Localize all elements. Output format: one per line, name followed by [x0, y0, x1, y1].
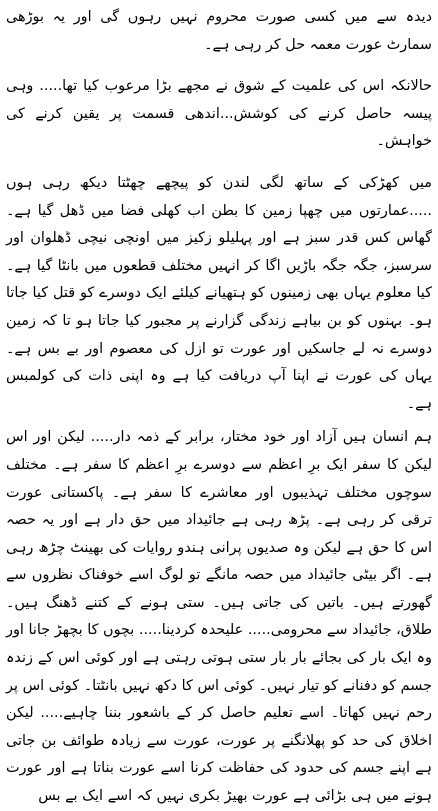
paragraph-4: ہم انسان ہیں آزاد اور خود مختار، برابر کے ذمہ دار..... لیکن اور اس لیکن کا سفر ایک برِ اعظم سے دوسرے برِ اعظم کا سفر ہے۔ مختلف سوچوں مختلف تہذیبوں اور معاشرے کا سفر ہے۔ پاکستانی عورت ترقی کر رہی ہے۔ پڑھ رہی ہے جائیداد میں حق دار ہے اور یہ حصہ اس کا حق ہے لیکن وہ صدیوں پرانی ہندو روایات کی بھینٹ چڑھ رہی ہے۔ اگر بیٹی جائیداد میں حصہ مانگے تو لوگ اسے خوفناک نظروں سے گھورتے ہیں۔ باتیں کی جاتی ہیں۔ ستی ہونے کے کتنے ڈھنگ ہیں۔ طلاق، جائیداد سے محرومی..... علیحدہ کردینا..... بچوں کا بچھڑ جانا اور وہ ایک بار کی بجائے بار بار ستی ہوتی رہتی ہے اور کوئی اس کے زندہ جسم کو دفنانے کو تیار نہیں۔ کوئی اس کا دکھ نہیں بانٹتا۔ کوئی اس پر رحم نہیں کھاتا۔ اسے تعلیم حاصل کر کے باشعور بننا چاہیے..... لیکن اخلاق کی حد کو پھلانگنے پر عورت، عورت سے زیادہ طوائف بن جاتی ہے اپنے جسم کی حدود کی حفاظت کرنا اسے عورت بناتا ہے اور عورت ہونے میں ہی بڑائی ہے عورت بھیڑ بکری نہیں کہ اسے ایک بے بس: [6, 429, 432, 805]
paragraph-3: میں کھڑکی کے ساتھ لگی لندن کو پیچھے چھٹتا دیکھ رہی ہوں .....عمارتوں میں چھپا زمین کا بطن اب کھلی فضا میں ڈھل گیا ہے۔ گھاس کس قدر سبز ہے اور پہلیلو زکیز میں اونچی نیچی ڈھلوان اور سرسبز، جگہ جگہ باڑیں اگا کر انہیں مختلف قطعوں میں بانٹا گیا ہے۔ کیا معلوم یہاں بھی زمینوں کو ہتھیانے کیلئے ایک دوسرے کو قتل کیا جاتا ہو۔ بہنوں کو بن بیاہے زندگی گزارنے پر مجبور کیا جاتا ہو تا کہ زمین دوسرے نہ لے جاسکیں اور عورت تو ازل کی معصوم اور بے بس ہے۔ یہاں کی عورت نے اپنا آپ دریافت کیا ہے وہ اپنی ذات کی کولمبس ہے۔: [6, 174, 432, 412]
paragraph-1: دیدہ سے میں کسی صورت محروم نہیں رہوں گی اور یہ بوڑھی سمارٹ عورت معمہ حل کر رہی ہے۔: [6, 9, 432, 53]
paragraph-gap: [6, 59, 432, 73]
paragraph-gap: [6, 156, 432, 170]
paragraph-2: حالانکہ اس کی علمیت کے شوق نے مجھے بڑا مرعوب کیا تھا..... وہی پیسہ حاصل کرنے کی کوشش...اندھی قسمت پر یقین کرنے کی خواہش۔: [6, 78, 432, 150]
